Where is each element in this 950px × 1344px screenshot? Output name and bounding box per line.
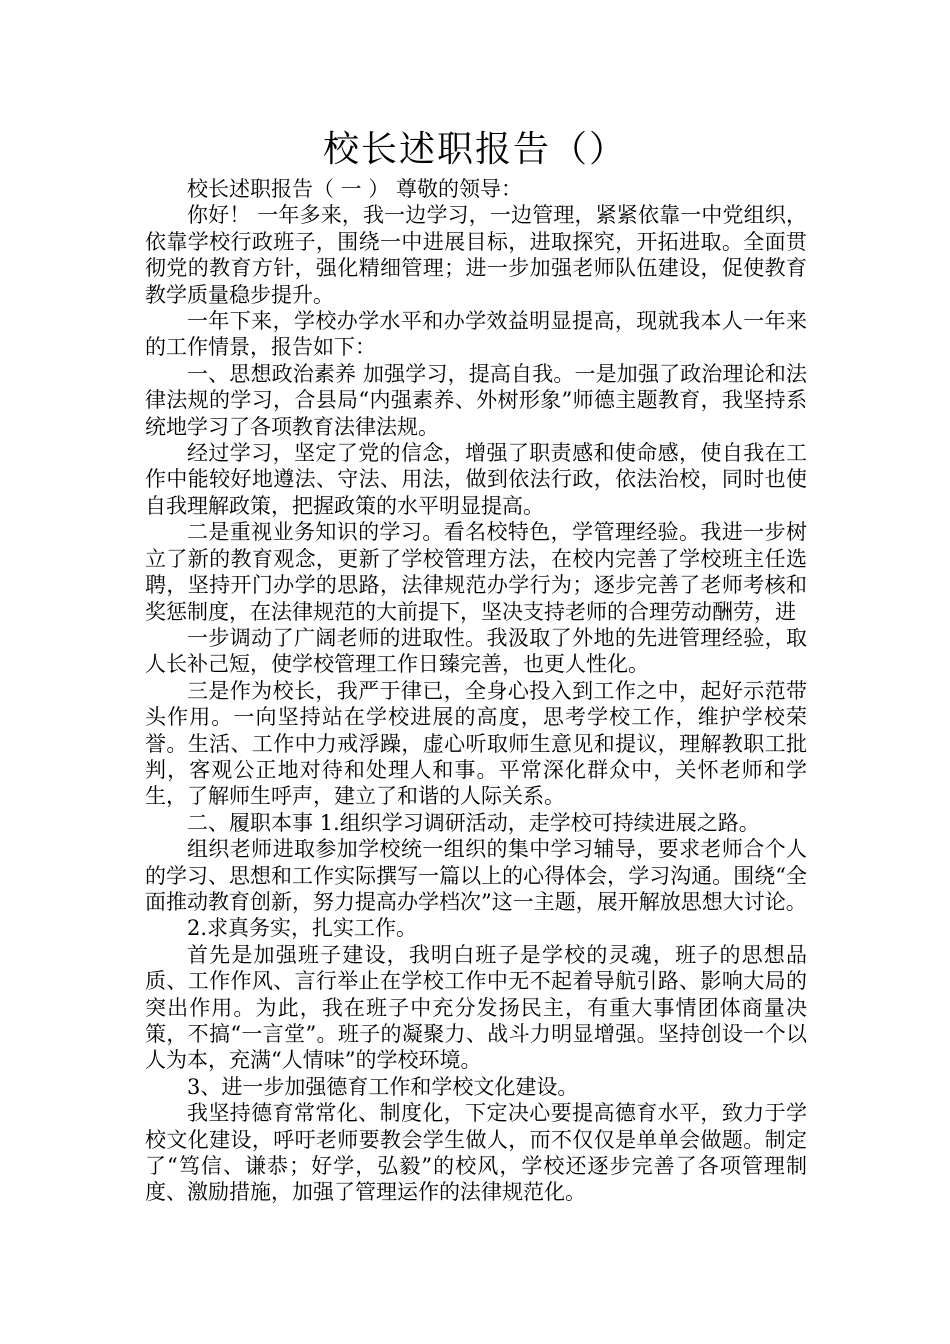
paragraph-3: 一年下来，学校办学水平和办学效益明显提高，现就我本人一年来的工作情景，报告如下： <box>145 309 807 360</box>
document-body <box>145 176 807 1206</box>
paragraph-2: 你好！ 一年多来，我一边学习，一边管理，紧紧依靠一中党组织，依靠学校行政班子，围绕一中进展目标，进取探究，开拓进取。全面贯彻党的教育方针，强化精细管理；进一步加强老师队伍建设，促使教育教学质量稳步提升。 <box>145 203 807 307</box>
paragraph-6: 二是重视业务知识的学习。看名校特色，学管理经验。我进一步树立了新的教育观念，更新了学校管理方法，在校内完善了学校班主任选聘，坚持开门办学的思路，法律规范办学行为；逐步完善了老师考核和奖惩制度，在法律规范的大前提下，坚决支持老师的合理劳动酬劳，进 <box>145 520 807 624</box>
paragraph-12: 首先是加强班子建设，我明白班子是学校的灵魂，班子的思想品质、工作作风、言行举止在学校工作中无不起着导航引路、影响大局的突出作用。为此，我在班子中充分发扬民主，有重大事情团体商量决策，不搞“一言堂”。班子的凝聚力、战斗力明显增强。坚持创设一个以人为本，充满“人情味”的学校环境。 <box>145 942 807 1073</box>
paragraph-1: 校长述职报告（ 一 ） 尊敬的领导： <box>187 177 523 201</box>
paragraph-10: 组织老师进取参加学校统一组织的集中学习辅导，要求老师合个人的学习、思想和工作实际撰写一篇以上的心得体会，学习沟通。围绕“全面推动教育创新，努力提高办学档次”这一主题，展开解放思想大讨论。 <box>145 837 807 914</box>
document-title: 校长述职报告（） <box>322 129 627 170</box>
paragraph-4: 一、思想政治素养 加强学习，提高自我。一是加强了政治理论和法律法规的学习，合县局“内强素养、外树形象”师德主题教育，我坚持系统地学习了各项教育法律法规。 <box>145 361 807 439</box>
paragraph-9: 二、履职本事 1.组织学习调研活动，走学校可持续进展之路。 <box>187 810 760 835</box>
paragraph-14: 我坚持德育常常化、制度化，下定决心要提高德育水平，致力于学校文化建设，呼吁老师要教会学生做人，而不仅仅是单单会做题。制定了“笃信、谦恭；好学，弘毅”的校风，学校还逐步完善了各项管理制度、激励措施，加强了管理运作的法律规范化。 <box>145 1101 807 1205</box>
paragraph-5: 经过学习，坚定了党的信念，增强了职责感和使命感，使自我在工作中能较好地遵法、守法、用法，做到依法行政，依法治校，同时也使自我理解政策，把握政策的水平明显提高。 <box>145 441 807 518</box>
paragraph-8: 三是作为校长，我严于律已，全身心投入到工作之中，起好示范带头作用。一向坚持站在学校进展的高度，思考学校工作，维护学校荣誉。生活、工作中力戒浮躁，虚心听取师生意见和提议，理解教职工批判，客观公正地对待和处理人和事。平常深化群众中，关怀老师和学生，了解师生呼声，建立了和谐的人际关系。 <box>145 678 807 809</box>
paragraph-7: 一步调动了广阔老师的进取性。我汲取了外地的先进管理经验，取人长补己短，使学校管理工作日臻完善，也更人性化。 <box>145 625 807 677</box>
paragraph-11: 2.求真务实，扎实工作。 <box>187 916 418 941</box>
paragraph-13: 3、进一步加强德育工作和学校文化建设。 <box>187 1074 579 1099</box>
